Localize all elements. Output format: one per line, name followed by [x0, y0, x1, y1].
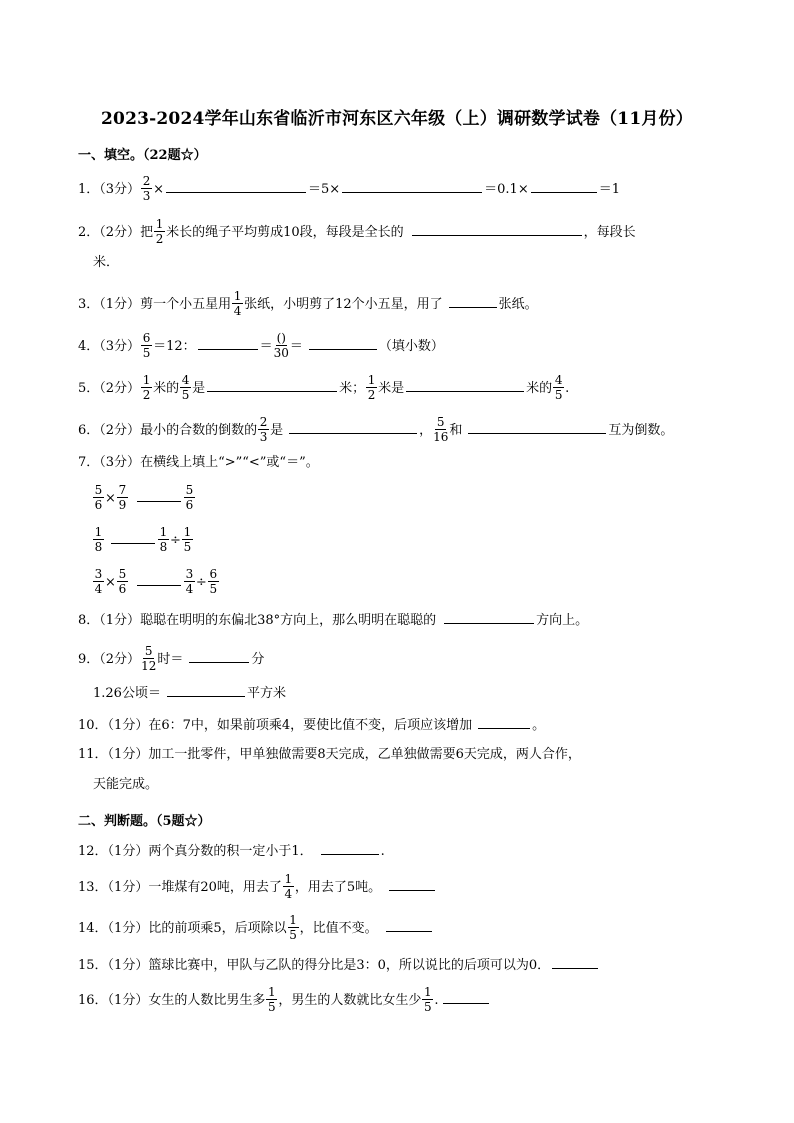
- fraction: $\frac{()}{30}$: [273, 331, 289, 360]
- question-14: 14．（1分）比的前项乘5，后项除以 $\frac{1}{5}$ ，比值不变。: [78, 914, 434, 936]
- question-4: 4．（3分） $\frac{6}{5}$ ＝12： ＝ $\frac{()}{30}$ ＝ （填小数）: [78, 331, 444, 360]
- answer-blank[interactable]: [289, 419, 417, 434]
- fraction: $\frac{1}{2}$: [142, 373, 151, 402]
- answer-blank[interactable]: [111, 529, 155, 544]
- question-16: 16．（1分）女生的人数比男生多 $\frac{1}{5}$ ，男生的人数就比女生少 $\frac{1}{5}$ .: [78, 986, 491, 1008]
- comparison-row-1: $\frac{5}{6}$ × $\frac{7}{9}$ $\frac{5}{6}$: [94, 483, 194, 512]
- question-7: 7．（3分）在横线上填上“>”“<”或“＝”。: [78, 455, 319, 470]
- fraction: $\frac{4}{5}$: [554, 373, 563, 402]
- answer-blank[interactable]: [386, 917, 432, 932]
- answer-blank[interactable]: [342, 178, 482, 193]
- fraction: $\frac{1}{2}$: [367, 373, 376, 402]
- question-11: 11．（1分）加工一批零件，甲单独做需要8天完成，乙单独做需要6天完成，两人合作，: [78, 747, 581, 762]
- comparison-row-3: $\frac{3}{4}$ × $\frac{5}{6}$ $\frac{3}{4}$ ÷ $\frac{6}{5}$: [94, 567, 218, 596]
- answer-blank[interactable]: [449, 293, 497, 308]
- question-number: 1．: [78, 182, 100, 197]
- answer-blank[interactable]: [167, 682, 245, 697]
- answer-blank[interactable]: [137, 571, 181, 586]
- fraction: $\frac{1}{5}$: [289, 913, 297, 942]
- fraction: $\frac{1}{4}$: [233, 289, 242, 318]
- answer-blank[interactable]: [309, 335, 377, 350]
- fraction: $\frac{5}{12}$: [141, 644, 157, 673]
- answer-blank[interactable]: [321, 840, 379, 855]
- section-fill-heading: 一、填空。（22题☆）: [78, 148, 207, 163]
- answer-blank[interactable]: [389, 876, 435, 891]
- fraction: $\frac{2}{3}$: [142, 174, 151, 203]
- comparison-row-2: $\frac{1}{8}$ $\frac{1}{8}$ ÷ $\frac{1}{5}$: [94, 525, 192, 554]
- question-9: 9．（2分） $\frac{5}{12}$ 时＝ 分: [78, 644, 265, 673]
- question-8: 8．（1分）聪聪在明明的东偏北38°方向上，那么明明在聪聪的 方向上。: [78, 609, 588, 631]
- answer-blank[interactable]: [166, 178, 306, 193]
- fraction: $\frac{1}{5}$: [424, 985, 432, 1014]
- answer-blank[interactable]: [207, 377, 337, 392]
- section-judge-heading: 二、判断题。（5题☆）: [78, 814, 211, 829]
- question-score: （3分）: [99, 182, 141, 197]
- question-9-part-2: 1.26公顷＝ 平方米: [93, 682, 286, 705]
- answer-blank[interactable]: [531, 178, 597, 193]
- question-11-continued: 天能完成。: [93, 777, 159, 792]
- answer-blank[interactable]: [406, 377, 524, 392]
- question-3: 3．（1分）剪一个小五星用 $\frac{1}{4}$ 张纸，小明剪了12个小五星，用了 张纸。: [78, 289, 538, 318]
- question-6: 6．（2分）最小的合数的倒数的 $\frac{2}{3}$ 是 ， $\frac{5}{16}$ 和 互为倒数。: [78, 415, 674, 444]
- fraction: $\frac{4}{5}$: [181, 373, 190, 402]
- answer-blank[interactable]: [468, 419, 606, 434]
- question-13: 13．（1分）一堆煤有20吨，用去了 $\frac{1}{4}$ ，用去了5吨。: [78, 873, 437, 895]
- fraction: $\frac{1}{2}$: [155, 217, 164, 246]
- fraction: $\frac{5}{16}$: [433, 415, 449, 444]
- page-title: 2023-2024学年山东省临沂市河东区六年级（上）调研数学试卷（11月份）: [101, 109, 693, 129]
- question-5: 5．（2分） $\frac{1}{2}$ 米的 $\frac{4}{5}$ 是 米； $\frac{1}{2}$ 米是 米的 $\frac{4}{5}$ .: [78, 373, 570, 402]
- answer-blank[interactable]: [137, 487, 181, 502]
- question-1: 1．（3分） $\frac{2}{3}$ × ＝5× ＝0.1× ＝1: [78, 174, 620, 203]
- answer-blank[interactable]: [198, 335, 258, 350]
- question-10: 10．（1分）在6：7中，如果前项乘4，要使比值不变，后项应该增加 。: [78, 714, 545, 736]
- fraction: $\frac{2}{3}$: [259, 415, 268, 444]
- question-2-continued: 米．: [93, 255, 120, 270]
- fraction: $\frac{1}{4}$: [284, 872, 293, 901]
- question-2: 2．（2分）把 $\frac{1}{2}$ 米长的绳子平均剪成10段，每段是全长的 ，每段长: [78, 217, 636, 246]
- answer-blank[interactable]: [552, 954, 598, 969]
- fraction: $\frac{1}{5}$: [268, 985, 276, 1014]
- answer-blank[interactable]: [478, 714, 530, 729]
- question-12: 12．（1分）两个真分数的积一定小于1． .: [78, 840, 385, 862]
- answer-blank[interactable]: [444, 609, 534, 624]
- fraction: $\frac{6}{5}$: [142, 331, 151, 360]
- answer-blank[interactable]: [189, 648, 249, 663]
- answer-blank[interactable]: [412, 221, 582, 236]
- question-15: 15．（1分）篮球比赛中，甲队与乙队的得分比是3：0，所以说比的后项可以为0．: [78, 954, 600, 976]
- answer-blank[interactable]: [443, 989, 489, 1004]
